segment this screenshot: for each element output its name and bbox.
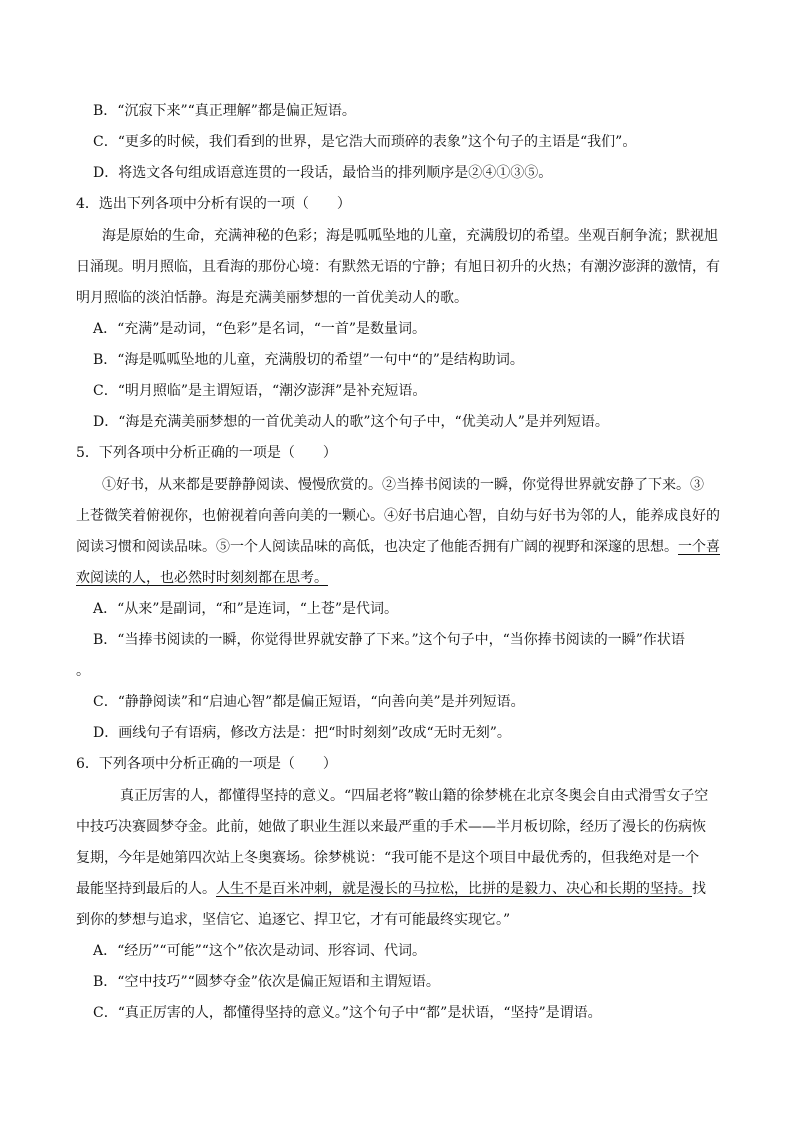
- q6-option-b: B．“空中技巧”“圆梦夺金”依次是偏正短语和主谓短语。: [93, 974, 440, 990]
- q5-underlined-sentence-end: 欢阅读的人，也必然时时刻刻都在思考。: [76, 570, 328, 586]
- q6-passage-line-3: 复期，今年是她第四次站上冬奥赛场。徐梦桃说：“我可能不是这个项目中最优秀的，但我绝对是一个: [76, 850, 700, 866]
- q5-passage-line-2: 上苍微笑着俯视你，也俯视着向善向美的一颗心。④好书启迪心智，自幼与好书为邻的人，能养成良好的: [76, 508, 720, 524]
- q4-option-d: D．“海是充满美丽梦想的一首优美动人的歌”这个句子中，“优美动人”是并列短语。: [93, 414, 609, 430]
- q6-option-c: C．“真正厉害的人，都懂得坚持的意义。”这个句子中“都”是状语，“坚持”是谓语。: [93, 1005, 602, 1021]
- q6-passage-line-5: 到你的梦想与追求，坚信它、追逐它、捍卫它，才有可能最终实现它。”: [76, 912, 511, 928]
- q3-option-d: D．将选文各句组成语意连贯的一段话，最恰当的排列顺序是②④①③⑤。: [93, 165, 553, 181]
- q6-passage-line-1: 真正厉害的人，都懂得坚持的意义。“四届老将”鞍山籍的徐梦桃在北京冬奥会自由式滑雪女子空: [120, 788, 709, 804]
- q6-underlined-sentence: 人生不是百米冲刺，就是漫长的马拉松，比拼的是毅力、决心和长期的坚持。: [216, 881, 692, 897]
- q6-passage-line-4-tail: 找: [692, 881, 706, 897]
- q3-option-c: C．“更多的时候，我们看到的世界，是它浩大而琐碎的表象”这个句子的主语是“我们”。: [93, 134, 637, 150]
- q6-passage-line-2: 中技巧决赛圆梦夺金。此前，她做了职业生涯以来最严重的手术——半月板切除，经历了漫长的伤病恢: [76, 819, 706, 835]
- q4-passage-line-1: 海是原始的生命，充满神秘的色彩；海是呱呱坠地的儿童，充满殷切的希望。坐观百舸争流；默视旭: [102, 228, 718, 244]
- q4-stem: 4．选出下列各项中分析有误的一项（ ）: [76, 196, 351, 212]
- q5-option-b-continued: 。: [76, 663, 90, 679]
- q5-option-a: A．“从来”是副词，“和”是连词，“上苍”是代词。: [93, 601, 399, 617]
- q4-option-b: B．“海是呱呱坠地的儿童，充满殷切的希望”一句中“的”是结构助词。: [93, 352, 524, 368]
- q5-passage-line-3-text: 阅读习惯和阅读品味。⑤一个人阅读品味的高低，也决定了他能否拥有广阔的视野和深邃的思想。: [76, 539, 678, 555]
- q5-option-b: B．“当捧书阅读的一瞬，你觉得世界就安静了下来。”这个句子中，“当你捧书阅读的一瞬”作状语: [93, 632, 685, 648]
- q4-option-c: C．“明月照临”是主谓短语，“潮汐澎湃”是补充短语。: [93, 383, 427, 399]
- q5-underlined-sentence-start: 一个喜: [678, 539, 720, 555]
- q5-passage-line-1: ①好书，从来都是要静静阅读、慢慢欣赏的。②当捧书阅读的一瞬，你觉得世界就安静了下来。③: [102, 477, 704, 493]
- q4-passage-line-3: 明月照临的淡泊恬静。海是充满美丽梦想的一首优美动人的歌。: [76, 290, 468, 306]
- q5-option-c: C．“静静阅读”和“启迪心智”都是偏正短语，“向善向美”是并列短语。: [93, 694, 525, 710]
- q3-option-b: B．“沉寂下来”“真正理解”都是偏正短语。: [93, 103, 356, 119]
- q6-passage-line-4-text: 最能坚持到最后的人。: [76, 881, 216, 897]
- q6-stem: 6．下列各项中分析正确的一项是（ ）: [76, 756, 337, 772]
- q5-stem: 5．下列各项中分析正确的一项是（ ）: [76, 445, 337, 461]
- q6-option-a: A．“经历”“可能”“这个”依次是动词、形容词、代词。: [93, 943, 427, 959]
- q4-option-a: A．“充满”是动词，“色彩”是名词，“一首”是数量词。: [93, 321, 427, 337]
- q5-passage-line-3: [76, 537, 720, 557]
- q5-option-d: D．画线句子有语病，修改方法是：把“时时刻刻”改成“无时无刻”。: [93, 725, 511, 741]
- q6-passage-line-4: [76, 879, 706, 899]
- q4-passage-line-2: 日涌现。明月照临，且看海的那份心境：有默然无语的宁静；有旭日初升的火热；有潮汐澎湃的激情，有: [76, 259, 720, 275]
